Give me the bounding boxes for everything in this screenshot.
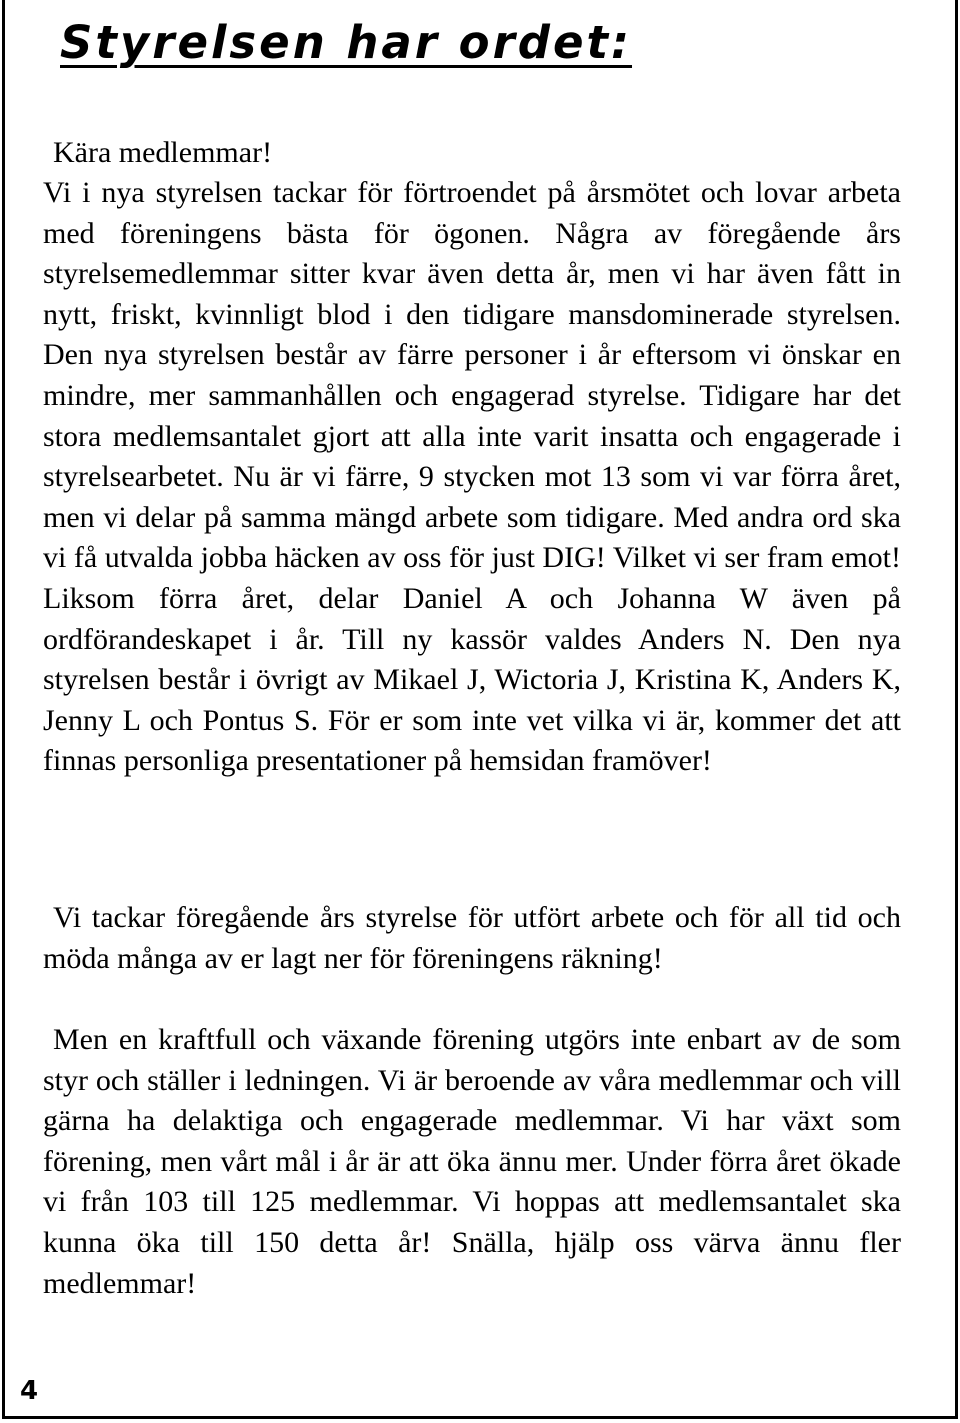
page-number: 4	[20, 1376, 39, 1406]
paragraph-board-intro: Vi i nya styrelsen tackar för förtroendet på årsmötet och lovar arbeta med föreningens bästa för ögonen. Några av föregående års styrelsemedlemmar sitter kvar även detta år, men vi har även fått in nytt, friskt, kvinnligt blod i den tidigare mansdominerade styrelsen. Den nya styrelsen består av färre personer i år eftersom vi önskar en mindre, mer sammanhållen och engagerad styrelse. Tidigare har det stora medlemsantalet gjort att alla inte varit insatta och engagerade i styrelsearbetet. Nu är vi färre, 9 stycken mot 13 som vi var förra året, men vi delar på samma mängd arbete som tidigare. Med andra ord ska vi få utvalda jobba häcken av oss för just DIG! Vilket vi ser fram emot! Liksom förra året, delar Daniel A och Johanna W även på ordförandeskapet i år. Till ny kassör valdes Anders N. Den nya styrelsen består i övrigt av Mikael J, Wictoria J, Kristina K, Anders K, Jenny L och Pontus S. För er som inte vet vilka vi är, kommer det att finnas personliga presentationer på hemsidan framöver!	[43, 176, 901, 778]
page-title: Styrelsen har ordet:	[60, 16, 633, 69]
paragraph-members: Men en kraftfull och växande förening utgörs inte enbart av de som styr och ställer i ledningen. Vi är beroende av våra medlemmar och vill gärna ha delaktiga och engagerade medlemmar. Vi har växt som förening, men vårt mål i år är att öka ännu mer. Under förra året ökade vi från 103 till 125 medlemmar. Vi hoppas att medlemsantalet ska kunna öka till 150 detta år! Snälla, hjälp oss värva ännu fler medlemmar!	[43, 1023, 901, 1300]
paragraph-thanks: Vi tackar föregående års styrelse för utfört arbete och för all tid och möda många av er lagt ner för föreningens räkning!	[43, 901, 901, 975]
greeting: Kära medlemmar!	[53, 136, 273, 169]
